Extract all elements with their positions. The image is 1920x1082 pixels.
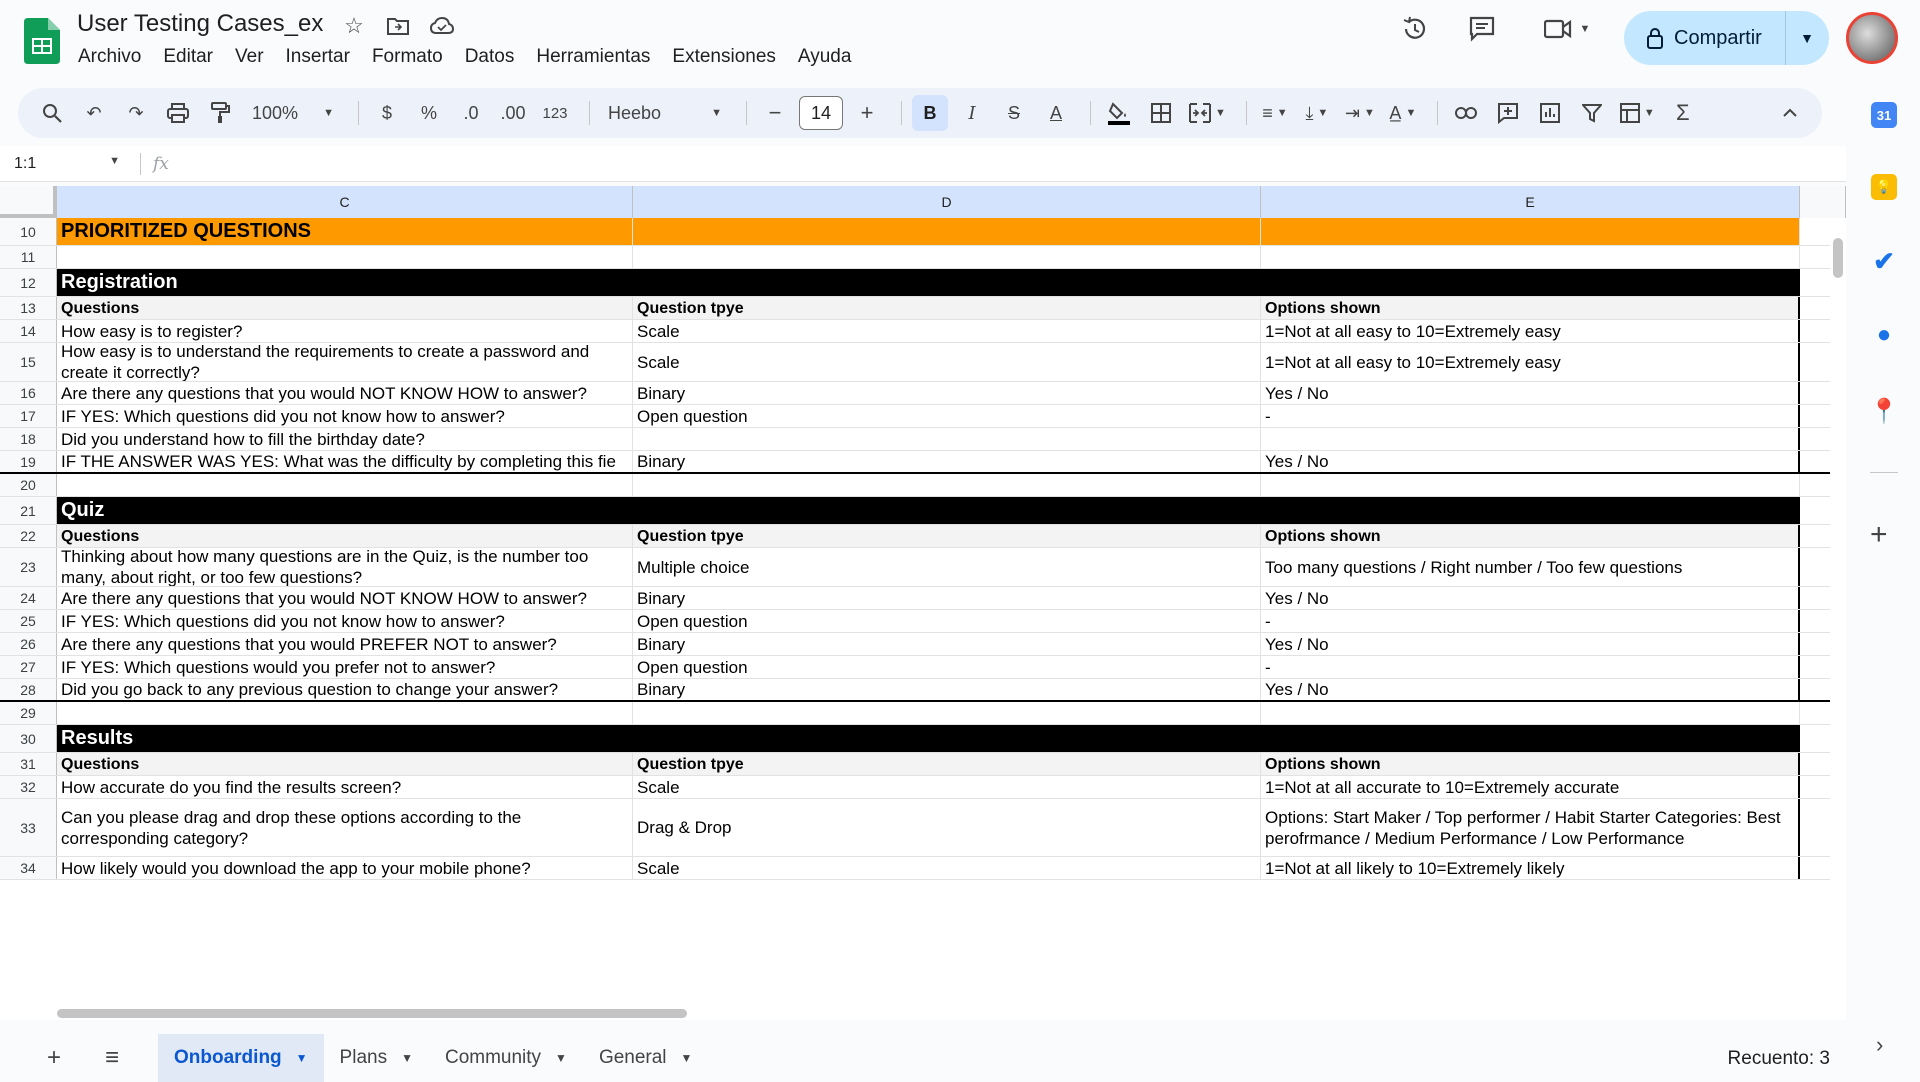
cell-options-shown[interactable]: 1=Not at all easy to 10=Extremely easy bbox=[1261, 343, 1800, 381]
redo-icon[interactable]: ↷ bbox=[128, 102, 144, 123]
column-header-d[interactable]: D bbox=[633, 186, 1261, 218]
table-row bbox=[0, 246, 1846, 269]
cell-options-shown[interactable] bbox=[1261, 474, 1800, 496]
title-icons bbox=[340, 12, 456, 40]
chevron-down-icon: ▼ bbox=[680, 1051, 693, 1065]
sheets-logo-icon[interactable] bbox=[24, 18, 60, 64]
table-row bbox=[0, 297, 1846, 320]
row-number[interactable]: 12 bbox=[0, 269, 57, 296]
side-panel bbox=[1846, 82, 1920, 1082]
cell-question-type[interactable]: Multiple choice bbox=[633, 548, 1261, 586]
cloud-status-icon[interactable] bbox=[428, 12, 456, 40]
toolbar-divider bbox=[901, 101, 902, 125]
cell-question[interactable] bbox=[57, 246, 633, 268]
cell-question-type[interactable]: Question tpye bbox=[633, 525, 1261, 547]
cell-question[interactable]: Are there any questions that you would PREFER NOT to answer? bbox=[57, 633, 633, 655]
insert-comment-icon[interactable] bbox=[1490, 95, 1526, 131]
table-row bbox=[0, 497, 1846, 525]
toolbar bbox=[18, 88, 1822, 138]
vertical-scrollbar[interactable] bbox=[1830, 218, 1846, 1018]
cell-question[interactable]: Registration bbox=[57, 269, 633, 296]
maps-icon[interactable]: 📍 bbox=[1869, 397, 1899, 425]
cell-question-type[interactable]: Open question bbox=[633, 405, 1261, 427]
menu-editar[interactable]: Editar bbox=[163, 46, 213, 67]
zoom-select[interactable] bbox=[244, 95, 342, 131]
chevron-down-icon: ▼ bbox=[555, 1051, 567, 1065]
cell-options-shown[interactable] bbox=[1261, 269, 1800, 296]
sheet-tab-plans[interactable] bbox=[324, 1034, 429, 1082]
row-number[interactable]: 18 bbox=[0, 428, 57, 450]
cell-question-type[interactable]: Scale bbox=[633, 776, 1261, 798]
cell-question-type[interactable]: Binary bbox=[633, 587, 1261, 609]
row-number[interactable]: 15 bbox=[0, 343, 57, 381]
functions-icon[interactable]: Σ bbox=[1675, 100, 1690, 125]
chevron-down-icon: ▼ bbox=[1276, 107, 1288, 119]
cell-question-type[interactable]: Binary bbox=[633, 633, 1261, 655]
cell-question[interactable]: How easy is to understand the requirements to create a password and create it correctly? bbox=[57, 343, 633, 381]
sheet-tab-label: Community bbox=[444, 1047, 542, 1068]
avatar[interactable] bbox=[1846, 12, 1898, 64]
fill-color-icon[interactable] bbox=[1101, 95, 1137, 131]
cell-reference: 1:1 bbox=[14, 154, 37, 172]
italic-button[interactable]: I bbox=[968, 102, 976, 124]
row-number[interactable]: 29 bbox=[0, 702, 57, 724]
filter-icon[interactable] bbox=[1574, 95, 1610, 131]
horizontal-align-icon[interactable]: ≡ ▼ bbox=[1262, 102, 1288, 123]
cell-options-shown[interactable]: Yes / No bbox=[1261, 633, 1800, 655]
row-number[interactable]: 34 bbox=[0, 857, 57, 879]
font-family-value: Heebo bbox=[608, 102, 662, 123]
column-header-c[interactable]: C bbox=[57, 186, 633, 218]
font-family-select[interactable] bbox=[600, 95, 730, 131]
cell-question[interactable]: Did you understand how to fill the birthday date? bbox=[57, 428, 633, 450]
horizontal-scroll-thumb[interactable] bbox=[57, 1009, 687, 1018]
side-panel-divider bbox=[1870, 472, 1898, 473]
table-row bbox=[0, 725, 1846, 753]
text-color-button[interactable]: A bbox=[1049, 102, 1062, 123]
cell-question-type[interactable] bbox=[633, 474, 1261, 496]
cell-options-shown[interactable]: 1=Not at all accurate to 10=Extremely accurate bbox=[1261, 776, 1800, 798]
row-number[interactable]: 31 bbox=[0, 753, 57, 775]
insert-link-icon[interactable] bbox=[1448, 95, 1484, 131]
cell-options-shown[interactable]: 1=Not at all easy to 10=Extremely easy bbox=[1261, 320, 1800, 342]
row-number[interactable]: 23 bbox=[0, 548, 57, 586]
meet-icon[interactable]: ▼ bbox=[1540, 12, 1594, 46]
cell-options-shown[interactable] bbox=[1261, 428, 1800, 450]
table-row bbox=[0, 610, 1846, 633]
row-number[interactable]: 21 bbox=[0, 497, 57, 524]
insert-chart-icon[interactable] bbox=[1532, 95, 1568, 131]
cell-question-type[interactable]: Binary bbox=[633, 382, 1261, 404]
paint-format-icon[interactable] bbox=[202, 95, 238, 131]
table-row bbox=[0, 776, 1846, 799]
cell-options-shown[interactable] bbox=[1261, 497, 1800, 524]
table-row bbox=[0, 525, 1846, 548]
table-row bbox=[0, 218, 1846, 246]
cell-options-shown[interactable]: Yes / No bbox=[1261, 587, 1800, 609]
cell-question[interactable]: Did you go back to any previous question to change your answer? bbox=[57, 679, 633, 700]
sheet-tab-community[interactable] bbox=[429, 1034, 583, 1082]
cell-question-type[interactable] bbox=[633, 702, 1261, 724]
cell-options-shown[interactable] bbox=[1261, 725, 1800, 752]
cell-question-type[interactable]: Binary bbox=[633, 679, 1261, 700]
toolbar-divider bbox=[746, 101, 747, 125]
row-number[interactable]: 13 bbox=[0, 297, 57, 319]
cell-question[interactable]: Quiz bbox=[57, 497, 633, 524]
row-number[interactable]: 20 bbox=[0, 474, 57, 496]
sheet-tab-label: Plans bbox=[339, 1047, 388, 1068]
cell-options-shown[interactable]: - bbox=[1261, 405, 1800, 427]
cell-question-type[interactable]: Binary bbox=[633, 451, 1261, 472]
table-row bbox=[0, 474, 1846, 497]
row-number[interactable]: 14 bbox=[0, 320, 57, 342]
contacts-icon[interactable]: ● bbox=[1876, 321, 1892, 348]
document-title[interactable]: User Testing Cases_ex bbox=[77, 10, 324, 37]
table-row bbox=[0, 382, 1846, 405]
calendar-icon[interactable]: 31 bbox=[1871, 102, 1897, 128]
table-row bbox=[0, 753, 1846, 776]
move-folder-icon[interactable] bbox=[384, 12, 412, 40]
chevron-down-icon: ▼ bbox=[1363, 107, 1375, 119]
cell-question[interactable]: Questions bbox=[57, 297, 633, 319]
star-icon[interactable]: ☆ bbox=[344, 13, 364, 38]
cell-question[interactable]: Thinking about how many questions are in the Quiz, is the number too many, about right, or too few questions? bbox=[57, 548, 633, 586]
add-sheet-icon[interactable]: + bbox=[46, 1044, 61, 1071]
cell-options-shown[interactable] bbox=[1261, 702, 1800, 724]
cell-question[interactable]: PRIORITIZED QUESTIONS bbox=[57, 218, 633, 245]
chevron-down-icon: ▼ bbox=[401, 1051, 413, 1065]
row-number[interactable]: 10 bbox=[0, 218, 57, 245]
chevron-down-icon: ▼ bbox=[323, 107, 334, 119]
column-header-next[interactable] bbox=[1800, 186, 1846, 218]
cell-options-shown[interactable]: Yes / No bbox=[1261, 451, 1800, 472]
row-number[interactable]: 28 bbox=[0, 679, 57, 700]
table-row bbox=[0, 656, 1846, 679]
cell-options-shown[interactable] bbox=[1261, 218, 1800, 245]
row-number[interactable]: 11 bbox=[0, 246, 57, 268]
title-bar bbox=[0, 0, 1920, 82]
table-row bbox=[0, 702, 1846, 725]
table-row bbox=[0, 633, 1846, 656]
cell-options-shown[interactable]: - bbox=[1261, 656, 1800, 678]
table-row bbox=[0, 857, 1846, 880]
bold-button[interactable]: B bbox=[912, 95, 948, 131]
cell-question-type[interactable] bbox=[633, 269, 1261, 296]
row-number[interactable]: 19 bbox=[0, 451, 57, 472]
cell-question-type[interactable]: Drag & Drop bbox=[633, 799, 1261, 856]
cell-question[interactable]: Can you please drag and drop these options according to the corresponding category? bbox=[57, 799, 633, 856]
cell-question-type[interactable]: Scale bbox=[633, 857, 1261, 879]
share-button[interactable] bbox=[1624, 11, 1786, 65]
cell-question-type[interactable]: Open question bbox=[633, 656, 1261, 678]
zoom-value: 100% bbox=[252, 102, 299, 123]
cell-question-type[interactable]: Question tpye bbox=[633, 753, 1261, 775]
row-number[interactable]: 17 bbox=[0, 405, 57, 427]
cell-question[interactable]: Questions bbox=[57, 525, 633, 547]
table-row bbox=[0, 799, 1846, 857]
cell-question[interactable]: IF YES: Which questions did you not know how to answer? bbox=[57, 405, 633, 427]
chevron-down-icon: ▼ bbox=[1643, 107, 1655, 119]
cell-options-shown[interactable] bbox=[1261, 246, 1800, 268]
cell-question-type[interactable]: Question tpye bbox=[633, 297, 1261, 319]
column-header-e[interactable]: E bbox=[1261, 186, 1800, 218]
comments-icon[interactable] bbox=[1465, 12, 1499, 46]
cell-question[interactable]: How easy is to register? bbox=[57, 320, 633, 342]
spreadsheet-grid bbox=[0, 186, 1846, 1020]
share-dropdown-chevron-down-icon[interactable]: ▼ bbox=[1800, 30, 1814, 46]
row-number[interactable]: 24 bbox=[0, 587, 57, 609]
cell-question-type[interactable]: Scale bbox=[633, 320, 1261, 342]
cell-options-shown[interactable]: Options shown bbox=[1261, 525, 1800, 547]
cell-question[interactable]: Are there any questions that you would NOT KNOW HOW to answer? bbox=[57, 587, 633, 609]
menu-formato[interactable]: Formato bbox=[371, 46, 443, 67]
share-button-group bbox=[1624, 11, 1829, 65]
table-row bbox=[0, 269, 1846, 297]
cell-question-type[interactable] bbox=[633, 428, 1261, 450]
undo-icon[interactable]: ↶ bbox=[86, 102, 102, 123]
decrease-font-size-icon[interactable]: − bbox=[768, 100, 782, 125]
table-row bbox=[0, 451, 1846, 474]
cell-question-type[interactable] bbox=[633, 246, 1261, 268]
horizontal-scrollbar[interactable] bbox=[57, 1006, 1830, 1020]
decrease-decimal-button[interactable]: .0 bbox=[463, 102, 479, 123]
menu-ver[interactable]: Ver bbox=[235, 46, 264, 67]
cell-question[interactable]: IF YES: Which questions would you prefer not to answer? bbox=[57, 656, 633, 678]
cell-question[interactable]: Results bbox=[57, 725, 633, 752]
increase-decimal-button[interactable]: .00 bbox=[500, 102, 526, 123]
cell-options-shown[interactable]: Options: Start Maker / Top performer / Habit Starter Categories: Best perofrmance / Medium Performance / Low Performance bbox=[1261, 799, 1800, 856]
cell-question-type[interactable] bbox=[633, 218, 1261, 245]
select-all-corner[interactable] bbox=[0, 186, 57, 218]
cell-question-type[interactable]: Open question bbox=[633, 610, 1261, 632]
get-addons-plus-icon[interactable]: + bbox=[1870, 518, 1888, 551]
cell-options-shown[interactable]: Too many questions / Right number / Too few questions bbox=[1261, 548, 1800, 586]
menu-datos[interactable]: Datos bbox=[464, 46, 515, 67]
row-number[interactable]: 27 bbox=[0, 656, 57, 678]
menu-ayuda[interactable]: Ayuda bbox=[797, 46, 852, 67]
text-wrapping-icon[interactable]: ⇥ ▼ bbox=[1344, 102, 1375, 123]
keep-icon[interactable]: 💡 bbox=[1871, 174, 1897, 200]
lock-icon bbox=[1646, 27, 1664, 49]
menu-extensiones[interactable]: Extensiones bbox=[672, 46, 776, 67]
table-row bbox=[0, 548, 1846, 587]
cell-question[interactable] bbox=[57, 702, 633, 724]
currency-format-button[interactable]: $ bbox=[381, 102, 392, 123]
menu-archivo[interactable]: Archivo bbox=[78, 46, 142, 67]
table-row bbox=[0, 405, 1846, 428]
cell-question[interactable]: Are there any questions that you would NOT KNOW HOW to answer? bbox=[57, 382, 633, 404]
rows-container bbox=[0, 218, 1846, 880]
vertical-align-icon[interactable]: ⤓ ▼ bbox=[1305, 102, 1329, 123]
borders-icon[interactable] bbox=[1143, 95, 1179, 131]
selection-count[interactable]: Recuento: 3 bbox=[1727, 1048, 1830, 1069]
row-number[interactable]: 32 bbox=[0, 776, 57, 798]
table-row bbox=[0, 320, 1846, 343]
sheet-tabs-bar bbox=[0, 1034, 1846, 1082]
formula-divider bbox=[140, 153, 141, 175]
cell-question[interactable]: How accurate do you find the results screen? bbox=[57, 776, 633, 798]
filter-views-icon[interactable] bbox=[1616, 95, 1659, 131]
text-rotation-icon[interactable]: A̲ ▼ bbox=[1389, 102, 1417, 123]
table-row bbox=[0, 587, 1846, 610]
cell-question[interactable] bbox=[57, 474, 633, 496]
sheet-tab-general[interactable] bbox=[583, 1034, 709, 1082]
cell-question[interactable]: IF YES: Which questions did you not know how to answer? bbox=[57, 610, 633, 632]
cell-options-shown[interactable]: Options shown bbox=[1261, 753, 1800, 775]
strikethrough-icon[interactable]: S bbox=[1007, 102, 1020, 123]
cell-options-shown[interactable]: Yes / No bbox=[1261, 382, 1800, 404]
chevron-down-icon: ▼ bbox=[295, 1051, 308, 1065]
table-row bbox=[0, 343, 1846, 382]
vertical-scroll-thumb[interactable] bbox=[1833, 238, 1843, 278]
print-icon[interactable] bbox=[160, 95, 196, 131]
row-number[interactable]: 30 bbox=[0, 725, 57, 752]
toolbar-divider bbox=[1246, 101, 1247, 125]
search-menus-icon[interactable] bbox=[34, 95, 70, 131]
increase-font-size-icon[interactable]: + bbox=[860, 100, 874, 125]
menu-bar bbox=[78, 46, 851, 68]
row-number[interactable]: 22 bbox=[0, 525, 57, 547]
version-history-icon[interactable] bbox=[1398, 12, 1432, 46]
toolbar-divider bbox=[589, 101, 590, 125]
font-size-input[interactable]: 14 bbox=[799, 96, 843, 130]
row-number[interactable]: 16 bbox=[0, 382, 57, 404]
row-number[interactable]: 25 bbox=[0, 610, 57, 632]
cell-options-shown[interactable]: - bbox=[1261, 610, 1800, 632]
sheet-tab-label: Onboarding bbox=[174, 1047, 282, 1068]
table-row bbox=[0, 679, 1846, 702]
share-label: Compartir bbox=[1674, 26, 1762, 49]
chevron-down-icon: ▼ bbox=[1215, 107, 1226, 119]
cell-question[interactable]: IF THE ANSWER WAS YES: What was the difficulty by completing this fie bbox=[57, 451, 633, 472]
hide-menus-chevron-up-icon[interactable] bbox=[1772, 95, 1808, 131]
cell-question[interactable]: Questions bbox=[57, 753, 633, 775]
chevron-down-icon: ▼ bbox=[109, 154, 120, 167]
cell-question-type[interactable] bbox=[633, 497, 1261, 524]
cell-options-shown[interactable]: 1=Not at all likely to 10=Extremely likely bbox=[1261, 857, 1800, 879]
name-box[interactable] bbox=[0, 155, 128, 173]
column-headers bbox=[0, 186, 1846, 218]
cell-question[interactable]: How likely would you download the app to your mobile phone? bbox=[57, 857, 633, 879]
cell-options-shown[interactable]: Yes / No bbox=[1261, 679, 1800, 700]
menu-herramientas[interactable]: Herramientas bbox=[536, 46, 651, 67]
cell-question-type[interactable] bbox=[633, 725, 1261, 752]
table-row bbox=[0, 428, 1846, 451]
sheet-tab-label: General bbox=[598, 1047, 667, 1068]
all-sheets-menu-icon[interactable]: ≡ bbox=[104, 1044, 119, 1071]
toolbar-divider bbox=[1437, 101, 1438, 125]
tasks-icon[interactable]: ✔ bbox=[1873, 245, 1895, 276]
row-number[interactable]: 26 bbox=[0, 633, 57, 655]
chevron-down-icon: ▼ bbox=[1405, 107, 1417, 119]
menu-insertar[interactable]: Insertar bbox=[285, 46, 350, 67]
merge-cells-icon[interactable] bbox=[1185, 95, 1230, 131]
row-number[interactable]: 33 bbox=[0, 799, 57, 856]
more-formats-button[interactable]: 123 bbox=[542, 104, 568, 122]
show-side-panel-chevron-right-icon[interactable]: › bbox=[1876, 1032, 1884, 1057]
cell-options-shown[interactable]: Options shown bbox=[1261, 297, 1800, 319]
chevron-down-icon: ▼ bbox=[1317, 107, 1329, 119]
sheet-tab-onboarding[interactable] bbox=[158, 1034, 324, 1082]
percent-format-button[interactable]: % bbox=[420, 102, 437, 123]
chevron-down-icon: ▼ bbox=[711, 107, 722, 119]
fx-icon: fx bbox=[153, 153, 169, 174]
formula-bar bbox=[0, 146, 1846, 182]
toolbar-divider bbox=[1090, 101, 1091, 125]
toolbar-divider bbox=[358, 101, 359, 125]
cell-question-type[interactable]: Scale bbox=[633, 343, 1261, 381]
